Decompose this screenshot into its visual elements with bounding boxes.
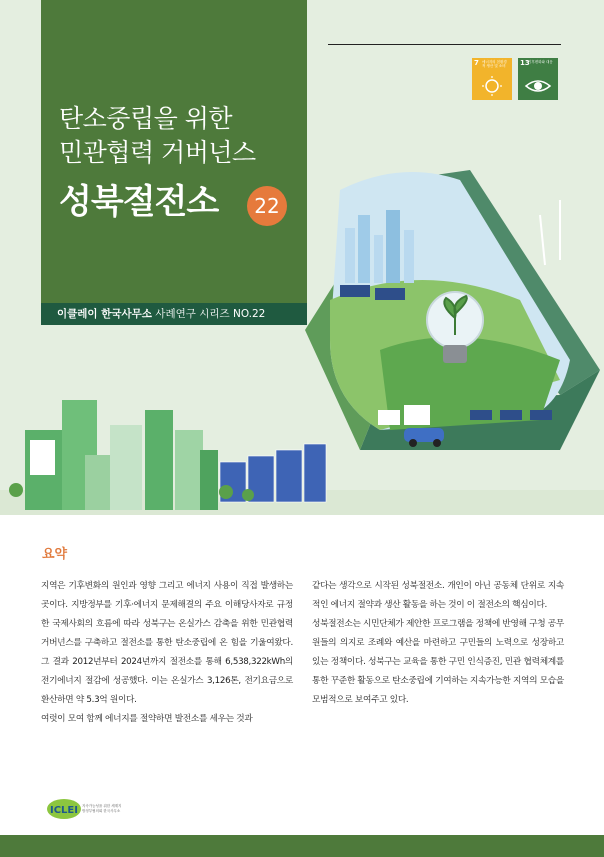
summary-section <box>0 515 604 835</box>
iclei-logo-text: ICLEI <box>50 805 78 816</box>
series-org: 이클레이 한국사무소 <box>57 308 152 320</box>
iclei-tagline: 지속가능성을 위한 세계지방정부협의회 한국사무소 <box>82 804 122 813</box>
eye-earth-icon <box>518 58 558 100</box>
summary-paragraph: 같다는 생각으로 시작된 성북절전소. 개인이 아닌 공동체 단위로 지속적인 에너지 절약과 생산 활동을 하는 것이 이 절전소의 핵심이다. <box>312 581 564 610</box>
summary-paragraph: 지역은 기후변화의 원인과 영향 그리고 에너지 사용이 직접 발생하는 곳이다. 지방정부를 기후·에너지 문제해결의 주요 이해당사자로 규정한 국제사회의 흐름에 따라 성북구는 온실가스 감축을 위한 민관협력 거버넌스를 구축하고 절전소를 통한 탄소중립에 온 힘을 기울여왔다. 그 결과 2012년부터 2024년까지 절전소를 통해 6,538,322kWh의 전기에너지 절감에 성공했다. 이는 온실가스 3,126톤, 전기요금으로 환산하면 약 5.3억 원이다. <box>41 581 293 705</box>
sdg7-number: 7 <box>474 59 479 67</box>
sdg13-badge <box>518 58 558 100</box>
summary-paragraph: 성북절전소는 시민단체가 제안한 프로그램을 정책에 반영해 구청 공무원들의 의지로 조례와 예산을 마련하고 구민들의 노력으로 성장하고 있는 정책이다. 성북구는 교육을 통한 구민 인식증진, 민관 협력체계를 통한 꾸준한 활동으로 탄소중립에 기여하는 지속가능한 지역의 모습을 모범적으로 보여주고 있다. <box>312 619 564 705</box>
summary-left-column <box>41 577 293 729</box>
series-name: 사례연구 시리즈 NO.22 <box>155 308 266 320</box>
issue-number-badge: 22 <box>247 186 287 226</box>
title-box <box>41 0 307 303</box>
footer-bar <box>0 835 604 857</box>
series-bar <box>41 303 307 325</box>
title-line-2: 민관협력 거버넌스 <box>59 138 256 167</box>
summary-paragraph: 여럿이 모여 함께 에너지를 절약하면 발전소를 세우는 것과 <box>41 714 253 724</box>
title-line-1: 탄소중립을 위한 <box>59 104 232 133</box>
summary-right-column <box>312 577 564 710</box>
sun-icon <box>472 58 512 100</box>
top-divider <box>328 44 561 45</box>
sdg13-number: 13 <box>520 59 530 67</box>
iclei-logo <box>46 798 82 820</box>
sdg7-label: 에너지의 친환경적 생산 및 소비 <box>482 60 507 68</box>
summary-heading: 요약 <box>42 547 68 562</box>
main-title: 성북절전소 <box>59 182 219 222</box>
sdg13-label: 기후변화와 대응 <box>528 60 553 64</box>
sdg7-badge <box>472 58 512 100</box>
